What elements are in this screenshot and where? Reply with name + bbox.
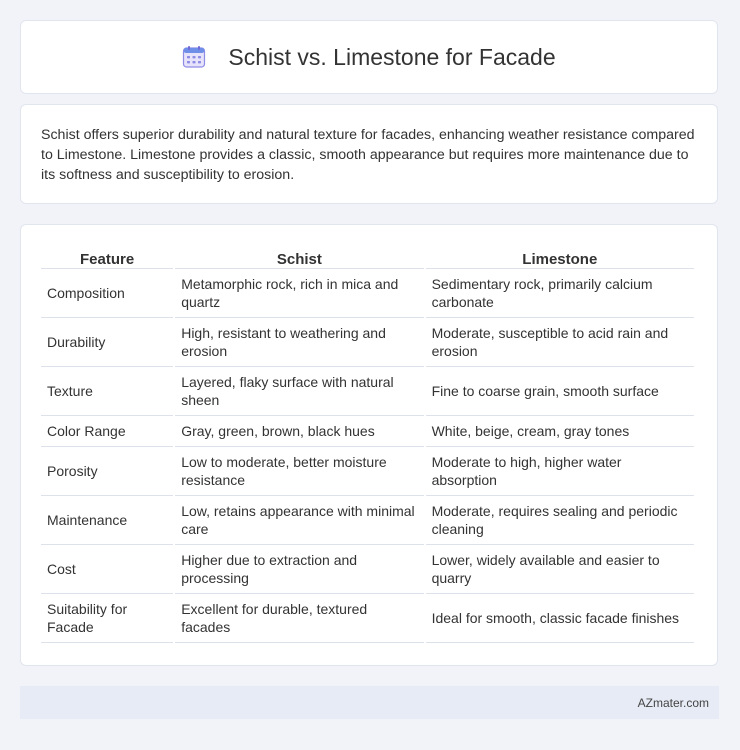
cell-limestone: Fine to coarse grain, smooth surface — [426, 367, 694, 416]
cell-schist: Gray, green, brown, black hues — [175, 416, 423, 447]
cell-schist: High, resistant to weathering and erosion — [175, 318, 423, 367]
cell-feature: Porosity — [41, 447, 173, 496]
table-row — [41, 545, 694, 594]
cell-limestone: Moderate, requires sealing and periodic cleaning — [426, 496, 694, 545]
page-title: Schist vs. Limestone for Facade — [228, 43, 556, 70]
table-row — [41, 594, 694, 643]
header-limestone: Limestone — [426, 247, 694, 269]
summary-text: Schist offers superior durability and natural texture for facades, enhancing weather resistance compared to Limestone. Limestone provides a classic, smooth appearance but requires more maintenance due to its softness and susceptibility to erosion. — [41, 127, 695, 183]
cell-feature: Composition — [41, 269, 173, 318]
summary-card — [20, 104, 718, 204]
cell-schist: Metamorphic rock, rich in mica and quartz — [175, 269, 423, 318]
cell-feature: Texture — [41, 367, 173, 416]
cell-limestone: Moderate to high, higher water absorption — [426, 447, 694, 496]
comparison-table — [39, 247, 696, 643]
cell-limestone: Sedimentary rock, primarily calcium carbonate — [426, 269, 694, 318]
table-row — [41, 416, 694, 447]
cell-limestone: Lower, widely available and easier to quarry — [426, 545, 694, 594]
header-feature: Feature — [41, 247, 173, 269]
cell-schist: Low, retains appearance with minimal care — [175, 496, 423, 545]
table-row — [41, 447, 694, 496]
cell-limestone: White, beige, cream, gray tones — [426, 416, 694, 447]
table-row — [41, 318, 694, 367]
header-schist: Schist — [175, 247, 423, 269]
cell-feature: Cost — [41, 545, 173, 594]
calendar-icon — [182, 45, 206, 69]
comparison-card — [20, 224, 718, 666]
cell-feature: Durability — [41, 318, 173, 367]
table-header-row — [41, 247, 694, 269]
cell-feature: Maintenance — [41, 496, 173, 545]
cell-feature: Color Range — [41, 416, 173, 447]
cell-limestone: Moderate, susceptible to acid rain and erosion — [426, 318, 694, 367]
footer-bar — [20, 686, 719, 719]
title-card — [20, 20, 718, 94]
table-row — [41, 496, 694, 545]
cell-schist: Layered, flaky surface with natural sheen — [175, 367, 423, 416]
footer-site-label: AZmater.com — [637, 695, 709, 710]
cell-schist: Higher due to extraction and processing — [175, 545, 423, 594]
table-row — [41, 269, 694, 318]
cell-schist: Low to moderate, better moisture resistance — [175, 447, 423, 496]
table-row — [41, 367, 694, 416]
cell-schist: Excellent for durable, textured facades — [175, 594, 423, 643]
cell-limestone: Ideal for smooth, classic facade finishes — [426, 594, 694, 643]
cell-feature: Suitability for Facade — [41, 594, 173, 643]
